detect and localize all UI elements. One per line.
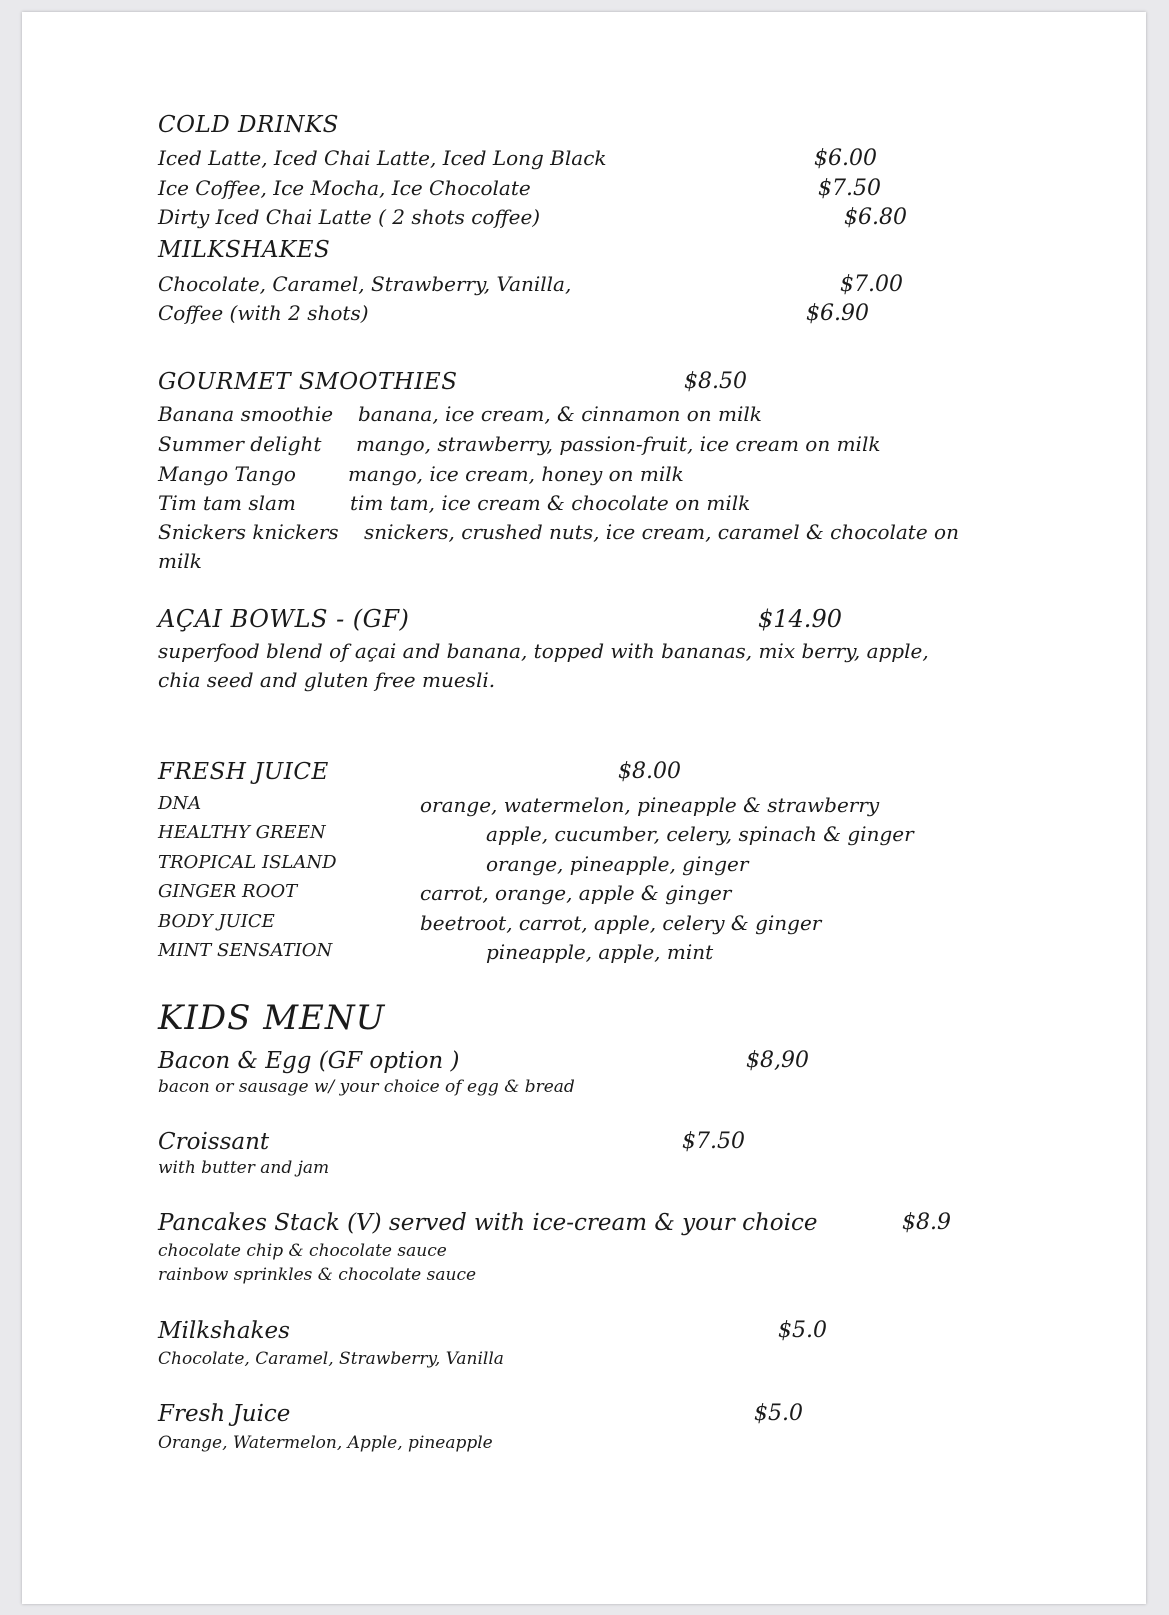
kids-item-name: Fresh Juice <box>158 1401 291 1427</box>
smoothie-name: Banana smoothie <box>158 402 334 426</box>
smoothie-desc: banana, ice cream, & cinnamon on milk <box>358 402 762 426</box>
milkshakes-heading: MILKSHAKES <box>158 237 331 263</box>
acai-desc: chia seed and gluten free muesli. <box>158 668 496 692</box>
kids-item-name: Pancakes Stack (V) served with ice-cream & your choice <box>158 1210 818 1236</box>
milkshake-name: Chocolate, Caramel, Strawberry, Vanilla, <box>158 272 572 296</box>
milkshake-price: $6.90 <box>806 301 869 326</box>
kids-item-price: $5.0 <box>754 1401 803 1426</box>
kids-item-desc: chocolate chip & chocolate sauce <box>158 1241 447 1261</box>
kids-item-desc: with butter and jam <box>158 1158 330 1178</box>
smoothie-desc: mango, ice cream, honey on milk <box>348 462 684 486</box>
juice-desc: orange, pineapple, ginger <box>486 852 749 876</box>
kids-item-price: $5.0 <box>778 1318 827 1343</box>
smoothie-name: Summer delight <box>158 432 322 456</box>
juice-name: BODY JUICE <box>158 911 275 932</box>
acai-heading: AÇAI BOWLS - (GF) <box>158 605 410 633</box>
juice-name: DNA <box>158 793 202 814</box>
cold-drink-price: $6.80 <box>844 205 907 230</box>
milkshake-price: $7.00 <box>840 272 903 297</box>
cold-drink-price: $6.00 <box>814 146 877 171</box>
acai-price: $14.90 <box>758 605 842 633</box>
cold-drink-name: Dirty Iced Chai Latte ( 2 shots coffee) <box>158 205 541 229</box>
kids-item-price: $8.9 <box>902 1210 951 1235</box>
kids-item-name: Milkshakes <box>158 1318 290 1344</box>
juice-name: TROPICAL ISLAND <box>158 852 337 873</box>
kids-item-price: $7.50 <box>682 1129 745 1154</box>
kids-item-price: $8,90 <box>746 1048 809 1073</box>
juice-name: HEALTHY GREEN <box>158 822 326 843</box>
juice-name: GINGER ROOT <box>158 881 298 902</box>
acai-desc: superfood blend of açai and banana, topped with bananas, mix berry, apple, <box>158 639 929 663</box>
juice-heading: FRESH JUICE <box>158 759 329 785</box>
kids-menu-heading: KIDS MENU <box>158 998 386 1038</box>
juice-price: $8.00 <box>618 759 681 784</box>
kids-item-desc: Orange, Watermelon, Apple, pineapple <box>158 1433 493 1453</box>
smoothie-desc-cont: milk <box>158 549 202 573</box>
juice-desc: orange, watermelon, pineapple & strawberry <box>420 793 880 817</box>
cold-drinks-heading: COLD DRINKS <box>158 112 339 138</box>
smoothie-name: Tim tam slam <box>158 491 296 515</box>
smoothie-desc: tim tam, ice cream & chocolate on milk <box>350 491 751 515</box>
kids-item-name: Bacon & Egg (GF option ) <box>158 1048 460 1074</box>
smoothie-name: Mango Tango <box>158 462 296 486</box>
milkshake-name: Coffee (with 2 shots) <box>158 301 369 325</box>
kids-item-desc: rainbow sprinkles & chocolate sauce <box>158 1265 477 1285</box>
juice-desc: pineapple, apple, mint <box>486 940 714 964</box>
cold-drink-name: Iced Latte, Iced Chai Latte, Iced Long Black <box>158 146 607 170</box>
smoothies-heading: GOURMET SMOOTHIES <box>158 369 458 395</box>
kids-item-name: Croissant <box>158 1129 270 1155</box>
juice-name: MINT SENSATION <box>158 940 333 961</box>
kids-item-desc: Chocolate, Caramel, Strawberry, Vanilla <box>158 1349 504 1369</box>
juice-desc: beetroot, carrot, apple, celery & ginger <box>420 911 822 935</box>
smoothie-name: Snickers knickers <box>158 520 339 544</box>
cold-drink-name: Ice Coffee, Ice Mocha, Ice Chocolate <box>158 176 531 200</box>
smoothie-desc: mango, strawberry, passion-fruit, ice cream on milk <box>356 432 881 456</box>
menu-page <box>22 12 1146 1604</box>
kids-item-desc: bacon or sausage w/ your choice of egg & bread <box>158 1077 575 1097</box>
juice-desc: apple, cucumber, celery, spinach & ginger <box>486 822 914 846</box>
juice-desc: carrot, orange, apple & ginger <box>420 881 732 905</box>
cold-drink-price: $7.50 <box>818 176 881 201</box>
smoothies-price: $8.50 <box>684 369 747 394</box>
smoothie-desc: snickers, crushed nuts, ice cream, caramel & chocolate on <box>364 520 959 544</box>
